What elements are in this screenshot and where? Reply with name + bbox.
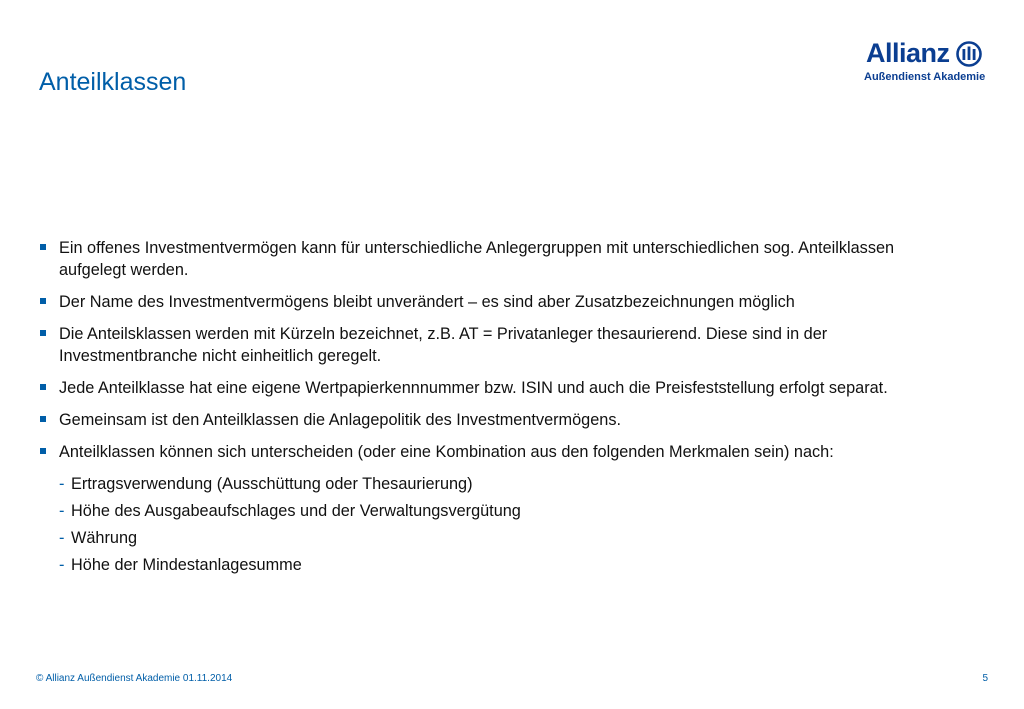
bullet-item — [38, 441, 958, 463]
dash-bullet-icon: - — [59, 475, 65, 493]
footer-copyright: © Allianz Außendienst Akademie 01.11.2014 — [36, 673, 233, 684]
square-bullet-icon — [40, 448, 46, 454]
sub-item-text: Höhe des Ausgabeaufschlages und der Verwaltungsvergütung — [71, 502, 521, 520]
bullet-text: Der Name des Investmentvermögens bleibt unverändert – es sind aber Zusatzbezeichnungen möglich — [59, 293, 795, 311]
bullet-item — [38, 291, 958, 313]
bullet-item — [38, 409, 958, 431]
sub-item-text: Ertragsverwendung (Ausschüttung oder Thesaurierung) — [71, 475, 473, 493]
sub-list — [38, 473, 958, 576]
sub-item-text: Währung — [71, 529, 138, 547]
sub-item — [38, 554, 958, 576]
bullet-item — [38, 377, 958, 399]
sub-item — [38, 473, 958, 495]
square-bullet-icon — [40, 298, 46, 304]
bullet-item — [38, 237, 958, 281]
dash-bullet-icon: - — [59, 556, 65, 574]
page-number: 5 — [982, 673, 988, 684]
sub-item — [38, 500, 958, 522]
bullet-text: Ein offenes Investmentvermögen kann für unterschiedliche Anlegergruppen mit unterschiedlichen sog. Anteilklassen aufgelegt werden. — [59, 239, 895, 279]
bullet-text: Jede Anteilklasse hat eine eigene Wertpapierkennnummer bzw. ISIN und auch die Preisfeststellung erfolgt separat. — [59, 379, 888, 397]
slide-title: Anteilklassen — [39, 68, 187, 96]
bullet-text: Gemeinsam ist den Anteilklassen die Anlagepolitik des Investmentvermögens. — [59, 411, 622, 429]
square-bullet-icon — [40, 244, 46, 250]
bullet-text: Anteilklassen können sich unterscheiden (oder eine Kombination aus den folgenden Merkmalen sein) nach: — [59, 443, 834, 461]
bullet-item — [38, 323, 958, 367]
square-bullet-icon — [40, 330, 46, 336]
logo-wordmark: Allianz — [866, 38, 950, 68]
logo-subtitle: Außendienst Akademie — [864, 71, 986, 83]
allianz-eagle-icon — [956, 41, 982, 67]
content-area — [38, 237, 958, 581]
dash-bullet-icon: - — [59, 529, 65, 547]
square-bullet-icon — [40, 416, 46, 422]
sub-item-text: Höhe der Mindestanlagesumme — [71, 556, 302, 574]
bullet-text: Die Anteilsklassen werden mit Kürzeln bezeichnet, z.B. AT = Privatanleger thesaurierend. Diese sind in der Investmentbranche nicht einheitlich geregelt. — [59, 325, 828, 365]
square-bullet-icon — [40, 384, 46, 390]
sub-item — [38, 527, 958, 549]
dash-bullet-icon: - — [59, 502, 65, 520]
allianz-logo — [862, 38, 986, 86]
bullet-list — [38, 237, 958, 463]
